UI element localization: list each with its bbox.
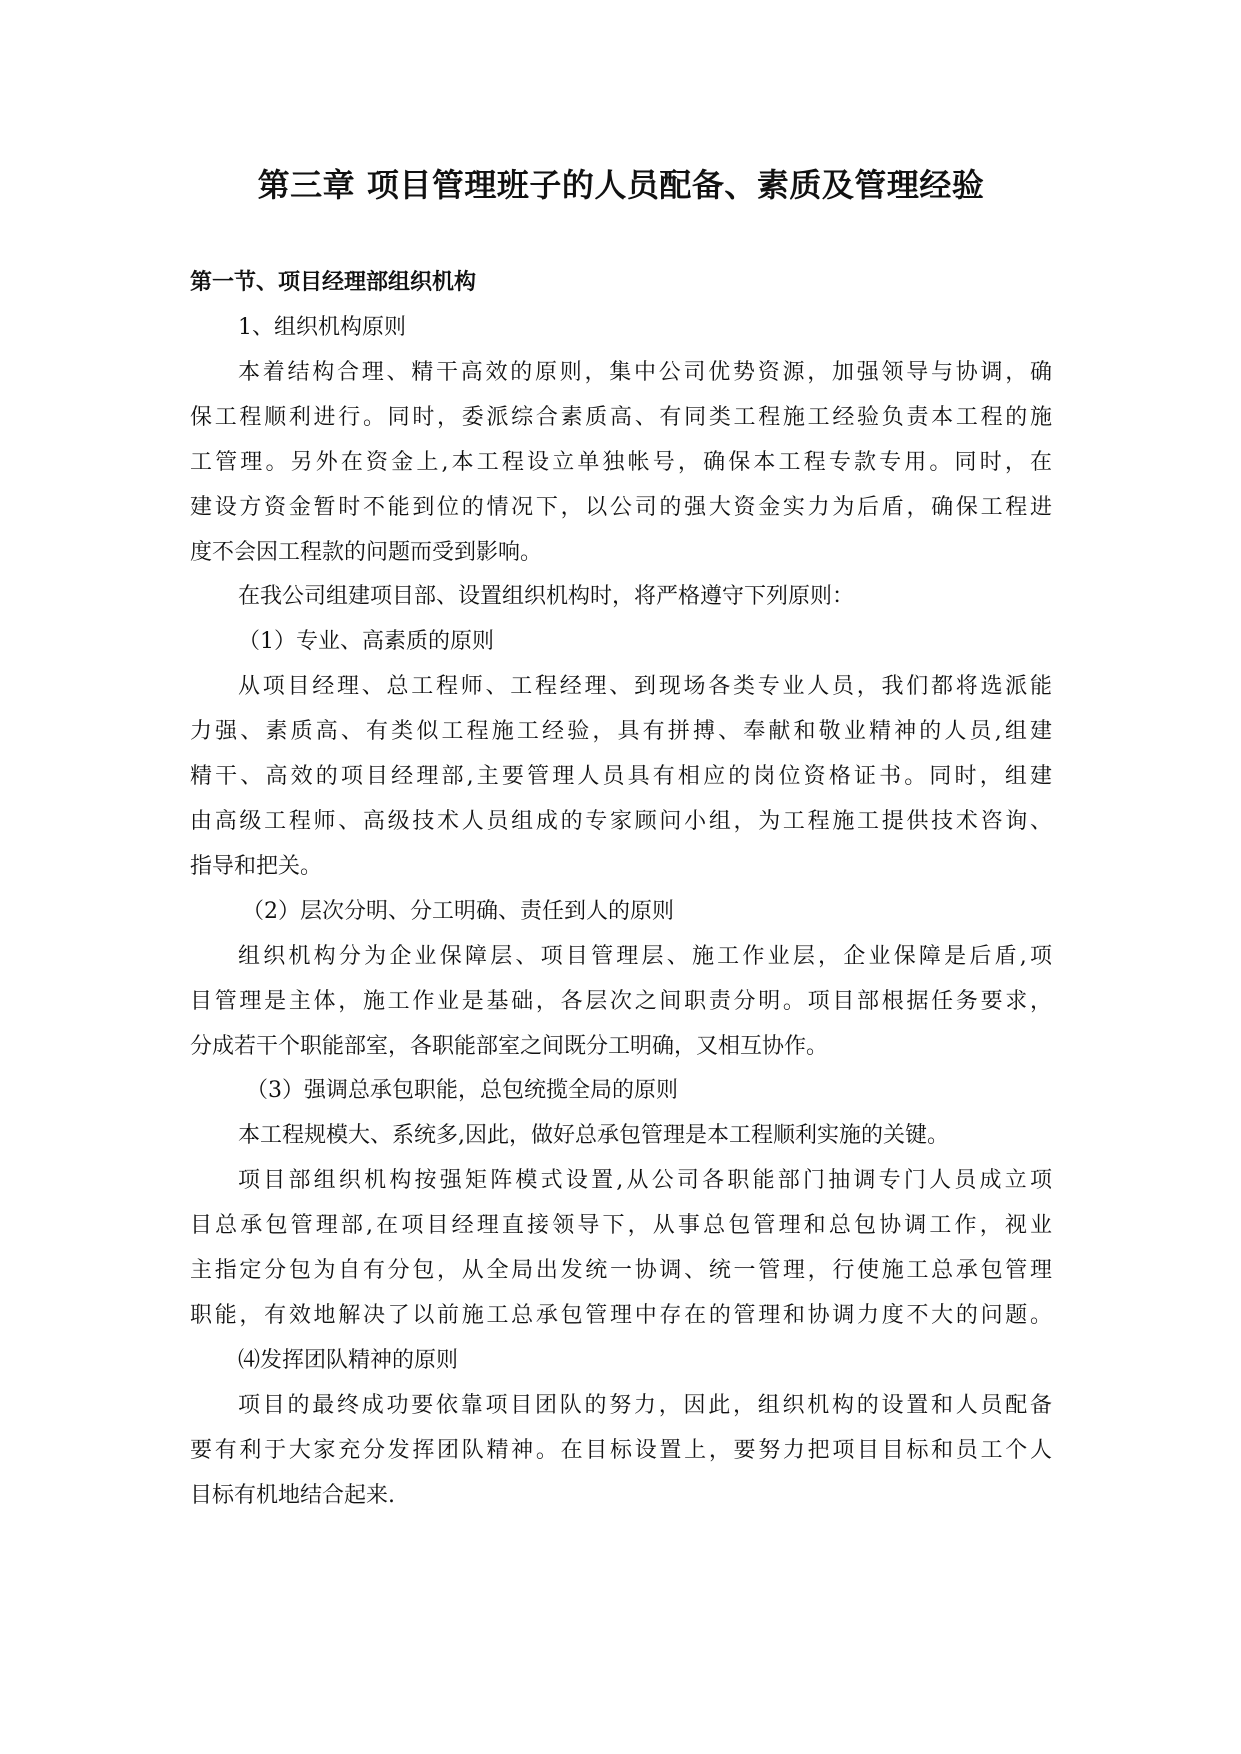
section-title: 第一节、项目经理部组织机构 [190, 270, 477, 295]
document-content [190, 158, 1052, 1518]
chapter-title: 第三章 项目管理班子的人员配备、素质及管理经验 [257, 166, 985, 204]
paragraph-line: 精干、高效的项目经理部,主要管理人员具有相应的岗位资格证书。同时，组建 [190, 764, 1052, 790]
paragraph-line: 组织机构分为企业保障层、项目管理层、施工作业层，企业保障是后盾,项 [238, 943, 1052, 969]
paragraph-line: 主指定分包为自有分包，从全局出发统一协调、统一管理，行使施工总承包管理 [190, 1258, 1052, 1284]
paragraph-line: 建设方资金暂时不能到位的情况下，以公司的强大资金实力为后盾，确保工程进 [190, 494, 1052, 520]
paragraph-line: 要有利于大家充分发挥团队精神。在目标设置上，要努力把项目目标和员工个人 [190, 1437, 1052, 1463]
paragraph-1 [190, 351, 1052, 576]
paragraph-line: 力强、素质高、有类似工程施工经验，具有拼搏、奉献和敬业精神的人员,组建 [190, 719, 1052, 745]
paragraph-2: 在我公司组建项目部、设置组织机构时，将严格遵守下列原则： [238, 584, 855, 610]
paragraph-line: 项目的最终成功要依靠项目团队的努力，因此，组织机构的设置和人员配备 [238, 1392, 1052, 1418]
principle-1-text [190, 665, 1052, 890]
subsection-title: 1、组织机构原则 [238, 315, 406, 340]
paragraph-line: 分成若干个职能部室，各职能部室之间既分工明确，又相互协作。 [190, 1033, 829, 1059]
paragraph-line: 度不会因工程款的问题而受到影响。 [190, 539, 543, 565]
principle-4-title: ⑷发挥团队精神的原则 [238, 1347, 459, 1373]
paragraph-line: 指导和把关。 [190, 853, 323, 879]
paragraph-line: 从项目经理、总工程师、工程经理、到现场各类专业人员，我们都将选派能 [238, 674, 1052, 700]
principle-1-title: （1）专业、高素质的原则 [238, 629, 494, 655]
paragraph-line: 本着结构合理、精干高效的原则，集中公司优势资源，加强领导与协调，确 [238, 359, 1052, 385]
principle-3-text-a: 本工程规模大、系统多,因此，做好总承包管理是本工程顺利实施的关键。 [238, 1123, 949, 1149]
paragraph-line: 目管理是主体，施工作业是基础，各层次之间职责分明。项目部根据任务要求， [190, 988, 1052, 1014]
paragraph-line: 由高级工程师、高级技术人员组成的专家顾问小组，为工程施工提供技术咨询、 [190, 808, 1052, 834]
paragraph-line: 保工程顺利进行。同时，委派综合素质高、有同类工程施工经验负责本工程的施 [190, 404, 1052, 430]
principle-2-text [190, 935, 1052, 1070]
body-text [190, 306, 1052, 1518]
paragraph-line: 职能，有效地解决了以前施工总承包管理中存在的管理和协调力度不大的问题。 [190, 1302, 1052, 1328]
principle-3-title: （3）强调总承包职能，总包统揽全局的原则 [246, 1078, 678, 1104]
paragraph-line: 目总承包管理部,在项目经理直接领导下，从事总包管理和总包协调工作，视业 [190, 1213, 1052, 1239]
paragraph-line: 项目部组织机构按强矩阵模式设置,从公司各职能部门抽调专门人员成立项 [238, 1168, 1052, 1194]
paragraph-line: 工管理。另外在资金上,本工程设立单独帐号，确保本工程专款专用。同时，在 [190, 449, 1052, 475]
principle-3-text-b [190, 1159, 1052, 1339]
principle-4-text [190, 1384, 1052, 1519]
paragraph-line: 目标有机地结合起来. [190, 1482, 395, 1508]
principle-2-title: （2）层次分明、分工明确、责任到人的原则 [242, 898, 674, 924]
